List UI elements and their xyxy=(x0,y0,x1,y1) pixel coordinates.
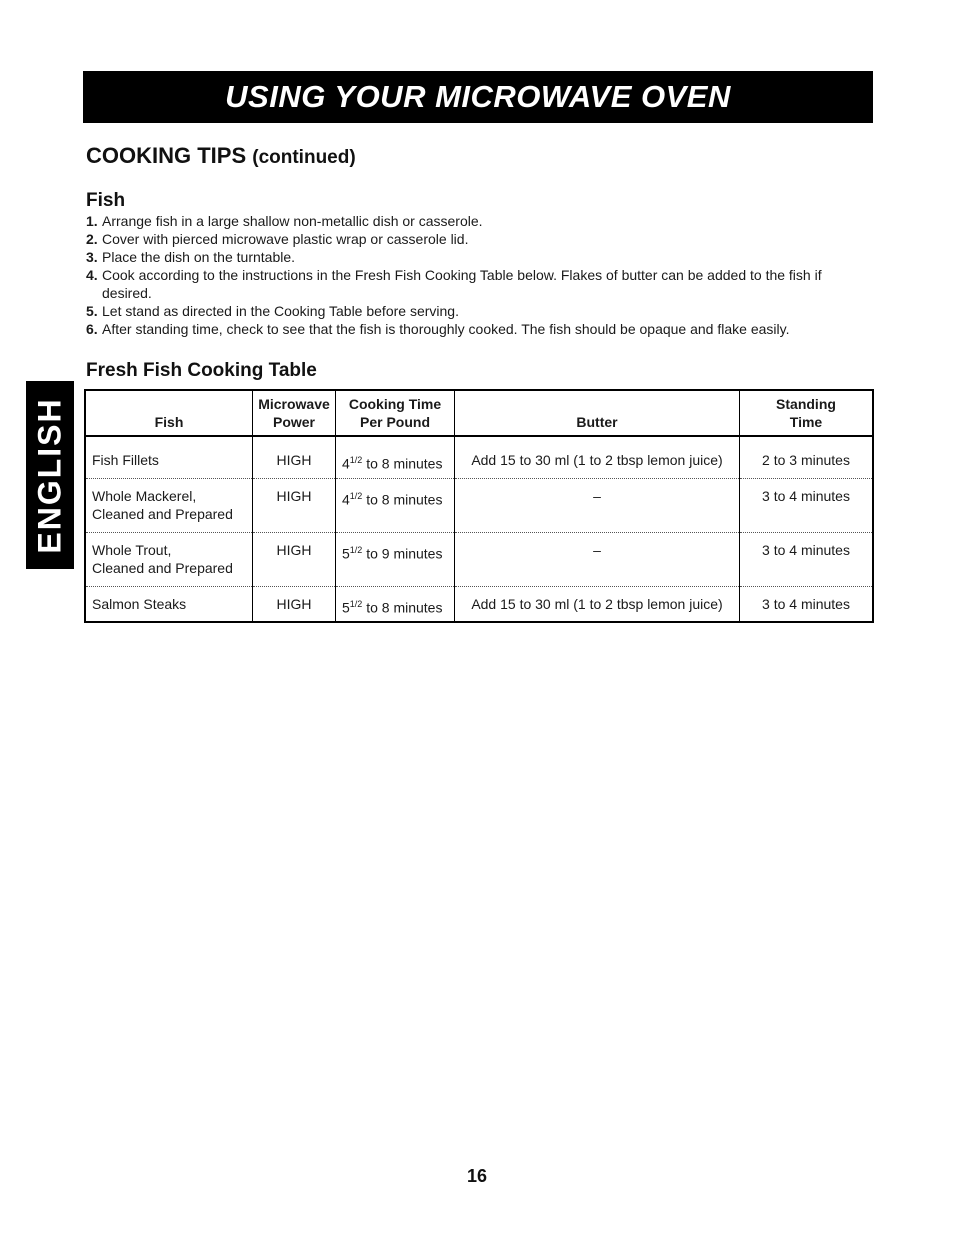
cell-fish xyxy=(85,478,253,532)
header-standing-line2: Time xyxy=(789,414,823,430)
page-banner xyxy=(83,71,873,123)
cell-fish xyxy=(85,586,253,622)
list-item xyxy=(86,320,866,338)
fish-name-detail: Cleaned and Prepared xyxy=(92,559,233,576)
fish-steps-list xyxy=(86,212,866,338)
time-whole: 5 xyxy=(342,545,350,562)
cell-time xyxy=(336,532,455,586)
section-title-suffix: (continued) xyxy=(252,147,356,168)
header-fish xyxy=(85,390,253,436)
time-fraction: 1/2 xyxy=(349,598,363,609)
fish-name: Salmon Steaks xyxy=(92,595,187,612)
header-power-line2: Power xyxy=(272,414,315,430)
cell-power: HIGH xyxy=(253,436,336,478)
time-fraction: 1/2 xyxy=(349,490,363,501)
step-text: Arrange fish in a large shallow non-metallic dish or casserole. xyxy=(102,213,483,229)
step-number: 3. xyxy=(86,249,98,265)
time-fraction: 1/2 xyxy=(349,455,363,465)
step-number: 5. xyxy=(86,303,98,319)
time-rest: to 8 minutes xyxy=(362,599,443,616)
cell-time xyxy=(336,586,455,622)
step-number: 1. xyxy=(86,213,98,229)
cell-butter: Add 15 to 30 ml (1 to 2 tbsp lemon juice) xyxy=(455,586,740,622)
cell-fish xyxy=(85,436,253,478)
step-number: 2. xyxy=(86,231,98,247)
cell-butter: – xyxy=(455,532,740,586)
time-whole: 4 xyxy=(342,455,350,472)
header-time xyxy=(336,390,455,436)
cell-time xyxy=(336,436,455,478)
fish-name: Whole Trout, xyxy=(92,541,172,558)
header-standing-line1: Standing xyxy=(776,396,836,412)
header-butter-label: Butter xyxy=(576,414,618,430)
time-whole: 4 xyxy=(342,491,350,508)
header-power-line1: Microwave xyxy=(258,396,330,412)
time-rest: to 8 minutes xyxy=(362,455,443,472)
list-item xyxy=(86,302,866,320)
step-text: Cook according to the instructions in the Fresh Fish Cooking Table below. Flakes of butter can be added to the fish if desired. xyxy=(102,267,822,301)
header-time-line1: Cooking Time xyxy=(348,396,442,412)
cell-standing: 3 to 4 minutes xyxy=(740,478,874,532)
step-number: 4. xyxy=(86,267,98,283)
page-number: 16 xyxy=(466,1166,488,1186)
banner-title: USING YOUR MICROWAVE OVEN xyxy=(225,79,731,114)
list-item xyxy=(86,212,866,230)
header-fish-label: Fish xyxy=(154,414,184,430)
cell-butter: Add 15 to 30 ml (1 to 2 tbsp lemon juice) xyxy=(455,436,740,478)
table-row xyxy=(85,586,873,622)
cell-standing: 3 to 4 minutes xyxy=(740,532,874,586)
time-rest: to 9 minutes xyxy=(362,545,443,562)
table-row xyxy=(85,478,873,532)
fish-name: Fish Fillets xyxy=(92,452,159,468)
time-whole: 5 xyxy=(342,599,350,616)
cell-time xyxy=(336,478,455,532)
header-standing xyxy=(740,390,874,436)
table-heading: Fresh Fish Cooking Table xyxy=(86,360,317,381)
time-fraction: 1/2 xyxy=(349,544,363,555)
list-item xyxy=(86,248,866,266)
language-tab xyxy=(26,381,74,569)
fish-name: Whole Mackerel, xyxy=(92,487,197,504)
cell-fish xyxy=(85,532,253,586)
table-header-row xyxy=(85,390,873,436)
step-text: After standing time, check to see that the fish is thoroughly cooked. The fish should be opaque and flake easily. xyxy=(102,321,790,337)
step-text: Place the dish on the turntable. xyxy=(102,249,296,265)
header-time-line2: Per Pound xyxy=(359,414,430,430)
fish-heading: Fish xyxy=(86,190,126,211)
step-text: Cover with pierced microwave plastic wrap or casserole lid. xyxy=(102,231,469,247)
section-title-main: COOKING TIPS xyxy=(86,143,247,168)
cell-butter: – xyxy=(455,478,740,532)
cell-power: HIGH xyxy=(253,532,336,586)
fish-name-detail: Cleaned and Prepared xyxy=(92,505,233,522)
fresh-fish-cooking-table xyxy=(84,389,874,623)
language-tab-label: ENGLISH xyxy=(31,396,68,554)
table-row xyxy=(85,436,873,478)
table-row xyxy=(85,532,873,586)
cell-power: HIGH xyxy=(253,478,336,532)
section-title xyxy=(86,143,356,169)
list-item xyxy=(86,266,866,302)
header-butter xyxy=(455,390,740,436)
cell-standing: 2 to 3 minutes xyxy=(740,436,874,478)
list-item xyxy=(86,230,866,248)
step-number: 6. xyxy=(86,321,98,337)
time-rest: to 8 minutes xyxy=(362,491,443,508)
cell-standing: 3 to 4 minutes xyxy=(740,586,874,622)
step-text: Let stand as directed in the Cooking Table before serving. xyxy=(102,303,459,319)
cell-power: HIGH xyxy=(253,586,336,622)
header-power xyxy=(253,390,336,436)
